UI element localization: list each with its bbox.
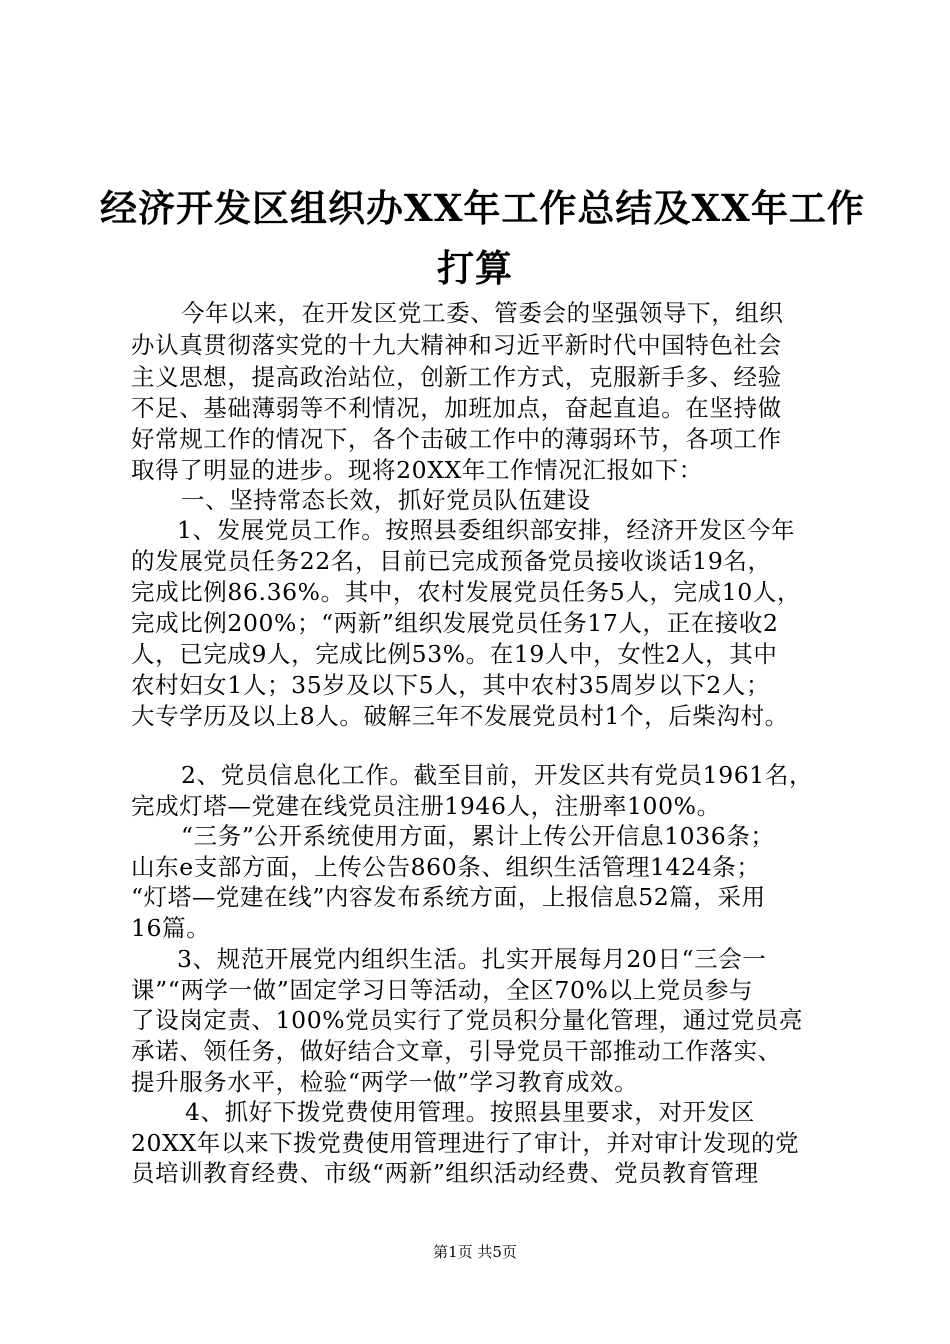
body-line: “灯塔—党建在线”内容发布系统方面，上报信息52篇，采用 — [131, 883, 766, 911]
body-line: 办认真贯彻落实党的十九大精神和习近平新时代中国特色社会 — [131, 331, 782, 359]
document-title-line-2: 打算 — [437, 246, 513, 290]
body-line: 好常规工作的情况下，各个击破工作中的薄弱环节，各项工作 — [131, 425, 782, 453]
body-line: 1、发展党员工作。按照县委组织部安排，经济开发区今年 — [177, 516, 796, 544]
body-line: 主义思想，提高政治站位，创新工作方式，克服新手多、经验 — [131, 363, 782, 391]
body-line: 16篇。 — [131, 914, 211, 942]
body-line: 的发展党员任务22名，目前已完成预备党员接收谈话19名， — [131, 547, 772, 575]
body-line: 取得了明显的进步。现将20XX年工作情况汇报如下： — [131, 456, 703, 484]
body-line: 农村妇女1人；35岁及以下5人，其中农村35周岁以下2人； — [131, 671, 771, 699]
body-line: 今年以来，在开发区党工委、管委会的坚强领导下，组织 — [181, 299, 784, 327]
section-heading: 一、坚持常态长效，抓好党员队伍建设 — [181, 486, 591, 514]
body-line: 完成比例86.36%。其中，农村发展党员任务5人，完成10人， — [131, 578, 802, 606]
body-line: 完成比例200%；“两新”组织发展党员任务17人，正在接收2 — [131, 609, 779, 637]
body-line: 2、党员信息化工作。截至目前，开发区共有党员1961名， — [181, 761, 814, 789]
body-line: 大专学历及以上8人。破解三年不发展党员村1个，后柴沟村。 — [131, 702, 789, 730]
body-line: 完成灯塔—党建在线党员注册1946人，注册率100%。 — [131, 792, 721, 820]
body-line: 提升服务水平，检验“两学一做”学习教育成效。 — [131, 1068, 639, 1096]
body-line: 了设岗定责、100%党员实行了党员积分量化管理，通过党员亮 — [131, 1006, 804, 1034]
body-line: 人，已完成9人，完成比例53%。在19人中，女性2人，其中 — [131, 640, 778, 668]
body-line: 承诺、领任务，做好结合文章，引导党员干部推动工作落实、 — [131, 1037, 782, 1065]
body-line: 山东e支部方面，上传公告860条、组织生活管理1424条； — [131, 853, 761, 881]
body-line: 4、抓好下拨党费使用管理。按照县里要求，对开发区 — [185, 1098, 755, 1126]
body-line: 20XX年以来下拨党费使用管理进行了审计，并对审计发现的党 — [131, 1129, 800, 1157]
body-line: 不足、基础薄弱等不利情况，加班加点，奋起直追。在坚持做 — [131, 394, 782, 422]
document-title-line-1: 经济开发区组织办XX年工作总结及XX年工作 — [100, 186, 865, 230]
body-line: 员培训教育经费、市级“两新”组织活动经费、党员教育管理 — [131, 1159, 759, 1187]
page-footer: 第1页 共5页 — [433, 1243, 517, 1261]
body-line: 课”“两学一做”固定学习日等活动，全区70%以上党员参与 — [131, 976, 754, 1004]
body-line: “三务”公开系统使用方面，累计上传公开信息1036条； — [181, 822, 775, 850]
body-line: 3、规范开展党内组织生活。扎实开展每月20日“三会一 — [177, 945, 767, 973]
